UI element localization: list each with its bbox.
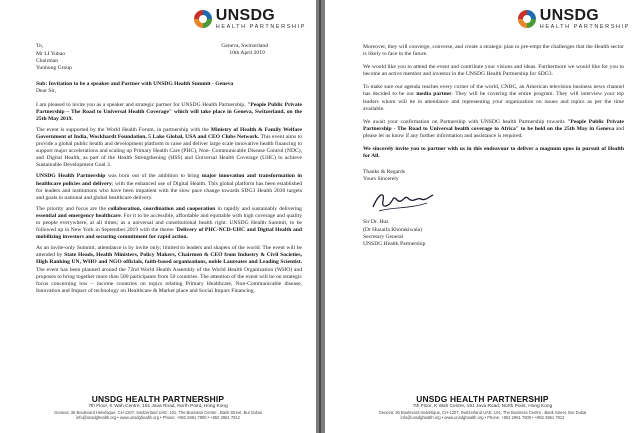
footer-title: UNSDG HEALTH PARTNERSHIP <box>91 394 225 404</box>
closing-regards: Thanks & Regards <box>363 169 405 176</box>
letter-page-1 <box>0 0 316 433</box>
letter-footer-1 <box>0 394 316 420</box>
footer-contact: info@unsdghealth.org • www.unsdghealth.org • Phone: +852 2961 7900 • +852 2961 7912 <box>400 415 565 420</box>
recipient-org: Yunhong Group <box>36 65 72 72</box>
letter-footer-2 <box>325 394 640 420</box>
recipient-title: Chairman <box>36 58 59 65</box>
logo-subtitle: HEALTH PARTNERSHIP <box>539 24 630 30</box>
paragraph-1: I am pleased to invite you as a speaker and strategic partner for UNSDG Health Partnership, "People Public Private Partnership – The Road to Universal Health Coverage" which will take place in Geneva, Switzerland, on the 25th May 2019. <box>36 101 302 122</box>
unsdg-logo <box>517 8 630 31</box>
paragraph-4: The priority and focus are the collaboration, coordination and cooperation in rapidly and sustainably delivering essential and emergency healthcare. For it to be accessible, affordable and equitable with high coverage and quality to people everywhere, at all times; as a universal and constitutional health right. UNSDG Health Summit, to be followed up in New York in September 2019 with the theme 'Delivery of PHC-NCD-UHC and Digital Health and mobilizing investors and securing commitment for rapid action. <box>36 205 302 241</box>
letter-date: 10th April 2019 <box>229 50 265 57</box>
globe-icon <box>193 9 213 29</box>
letter-header <box>36 43 302 299</box>
letter-page-2 <box>325 0 640 433</box>
logo-name: UNSDG <box>215 7 276 24</box>
paragraph-10: We sincerely invite you to partner with us in this endeavour to deliver a magnum opus in pursuit of Health for All. <box>363 146 624 160</box>
paragraph-6: Moreover, they will converge, converse, and create a strategic plan to pre-empt the challenges that the Health sector is likely to face in the future. <box>363 44 624 58</box>
signatory-name: Sir Dr. Huz <box>363 219 389 226</box>
salutation: Dear Sir, <box>36 88 56 95</box>
recipient-name: Mr LI Yubao <box>36 51 65 58</box>
signatory-fullname: (Dr Huzaifa Khorakiwala) <box>363 226 423 233</box>
paragraph-9: We await your confirmation on Partnership with UNSDG health Partnership towards "People Public Private Partnership - The Road to Universal health coverage to Africa" to be held on the 25th May in Geneva and please let us know if any further information and assistance is required. <box>363 118 624 139</box>
closing-sincerely: Yours Sincerely <box>363 176 399 183</box>
logo-subtitle: HEALTH PARTNERSHIP <box>215 24 306 30</box>
footer-offices: Geneva: 36 Boulevard Helvétique, CH-1207, Switzerland UAE: 101, The Business Centre , Bank Street, Bur Dubai <box>378 410 587 415</box>
paragraph-5: As an invite-only Summit, attendance is by invite only; limited to leaders and shapers of the world. The event will be attended by State Heads, Health Ministers, Policy Makers, Chairmen & CEO from Industry & Civil Societies, High Ranking UN, WHO and NGO officials, faith-based organizations, noble Laureates and Leading Scientist. The event has been planned around the 72nd World Health Assembly of the World Health Organization (WHO) and proposes to bring together more than 500 participants from 50 countries. The attention of the event will be on strategic focus concerning low – income countries on topics relating Primary Healthcare, Non-Communicable disease, Innovation and Impact of technology on Healthcare & Market place and Social Impact Financing. <box>36 245 302 294</box>
paragraph-2: The event is supported by the World Health Forum, in partnership with the Ministry of Health & Family Welfare Government of India, Wockhardt Foundation, 5 Lake Global, USA and CEO Clubs Network. This event aims to provide a global public health and development platform to raise and deliver large scale innovative health financing to support major accelerations and scaling up Primary Health Care (PHC), Non- Communicable Disease Control (NDC), and Digital Health, as part of the Health Strengthening (HSS) and Universal Health Coverage (UHC) to achieve Sustainable Development Goal 3. <box>36 126 302 169</box>
footer-address: 7th Floor, K Wah Centre, 191 Java Road, North Point, Hong Kong <box>88 404 228 409</box>
globe-icon <box>517 9 537 29</box>
signature <box>369 187 439 217</box>
letter-location: Geneva, Switzerland <box>221 43 268 49</box>
footer-offices: Geneva: 36 Boulevard Helvétique, CH-1207, Switzerland UAE: 101, The Business Centre , Bank Street, Bur Dubai <box>54 410 262 415</box>
footer-contact: info@unsdghealth.org • www.unsdghealth.org • Phone: +852 2961 7900 • +852 2961 7912 <box>76 415 240 420</box>
paragraph-8: To make sure our agenda reaches every corner of the world, CNBC, an American television business news channel has decided to be our media partner. They will be covering the entire program. They will interview your top leaders whom will be in attendance and representing your organization on issues and topics as per the time available. <box>363 84 624 112</box>
signatory-title: Secretary General <box>363 233 404 240</box>
footer-address: 7th Floor, K Wah Centre, 191 Java Road, North Point, Hong Kong <box>412 404 553 409</box>
to-label: To, <box>36 43 44 49</box>
subject-line: Sub: Invitation to be a speaker and Partner with UNSDG Health Summit - Geneva <box>36 81 234 88</box>
paragraph-7: We would like you to attend the event and contribute your visions and ideas. Furthermore we would like for you to become an active member and investor in the UNSDG Health Partnership for SDG3. <box>363 64 624 78</box>
paragraph-3: UNSDG Health Partnership was born out of the ambition to bring major innovation and transformation in healthcare policies and delivery; with the enhanced use of Digital Health. This global platform has been established for leaders and institutions who have been impatient with the slow pace change towards SDG3 Health 2030 targets and goals in national and global healthcare delivery. <box>36 173 303 201</box>
signatory-org: UNSDG Health Partnership <box>363 240 426 247</box>
footer-title: UNSDG HEALTH PARTNERSHIP <box>416 394 549 404</box>
unsdg-logo <box>193 8 306 31</box>
logo-name: UNSDG <box>539 7 600 24</box>
letter-body-2 <box>363 44 624 248</box>
page-divider <box>316 0 325 433</box>
